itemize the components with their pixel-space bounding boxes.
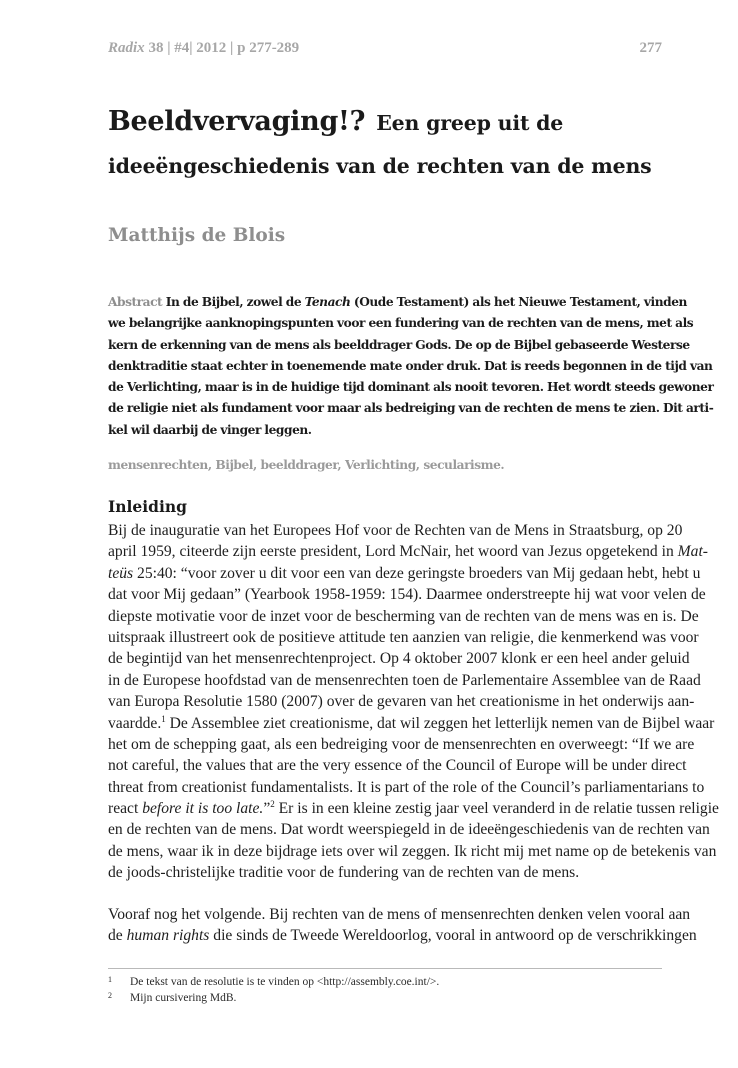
- footnote-number: 1: [108, 975, 112, 984]
- abstract: [108, 292, 714, 441]
- article-title: [108, 100, 678, 186]
- footnote-divider: [108, 968, 662, 969]
- paragraph-2: [108, 904, 697, 947]
- text-line: not careful, the values that are the very essence of the Council of Europe will be under direct: [108, 757, 687, 775]
- text-line: het om de schepping gaat, als een bedreiging voor de mensenrechten en overweegt: “If we are: [108, 735, 695, 753]
- title-subtitle-part1: Een greep uit de: [376, 111, 564, 135]
- body-text: [108, 520, 719, 946]
- footnote-ref-1[interactable]: 1: [161, 713, 166, 724]
- text-line: in de Europese hoofdstad van de mensenrechten toen de Parlementaire Assemblee van de Raad: [108, 671, 701, 689]
- footnote-text: Mijn cursivering MdB.: [130, 992, 237, 1004]
- footnote-2: [108, 990, 662, 1006]
- abstract-line: denktraditie staat echter in toenemende mate onder druk. Dat is reeds begonnen in de tijd van: [108, 358, 713, 373]
- text-line: april 1959, citeerde zijn eerste president, Lord McNair, het woord van Jezus opgetekend in Mat-: [108, 543, 708, 561]
- text-line: react before it is too late.”$^2$ Er is in een kleine zestig jaar veel veranderd in de relatie tussen religie: [108, 798, 719, 818]
- page-number: 277: [639, 40, 662, 56]
- footnote-ref-2[interactable]: 2: [270, 798, 275, 809]
- text-line: Bij de inauguratie van het Europees Hof voor de Rechten van de Mens in Straatsburg, op 20: [108, 522, 683, 539]
- journal-name: Radix 38 | #4| 2012 | p 277-289: [108, 40, 300, 56]
- text-line: van Europa Resolutie 1580 (2007) over de gevaren van het creationisme in het onderwijs aan-: [108, 693, 695, 711]
- footnote-number: 2: [108, 991, 112, 1000]
- text-line: vaardde.$^1$ De Assemblee ziet creationisme, dat wil zeggen het letterlijk nemen van de Bijbel waar: [108, 713, 715, 732]
- abstract-line: de religie niet als fundament voor maar als bedreiging van de rechten de mens te zien. Dit arti-: [108, 401, 714, 416]
- text-line: de mens, waar ik in deze bijdrage iets over wil zeggen. Ik richt mij met name op de betekenis van: [108, 842, 717, 860]
- text-line: de joods-christelijke traditie voor de fundering van de rechten van de mens.: [108, 864, 580, 882]
- footnotes: [108, 974, 662, 1006]
- paragraph-1: [108, 520, 719, 884]
- footnote-text: De tekst van de resolutie is te vinden op <http://assembly.coe.int/>.: [130, 976, 440, 988]
- section-heading: Inleiding: [108, 497, 187, 516]
- abstract-line: we belangrijke aanknopingspunten voor een fundering van de rechten van de mens, met als: [108, 316, 694, 331]
- footnote-1: [108, 974, 662, 990]
- text-line: threat from creationist fundamentalists. It is part of the role of the Council’s parliamentarians to: [108, 778, 705, 796]
- text-line: de begintijd van het mensenrechtenproject. Op 4 oktober 2007 klonk er een heel ander geluid: [108, 650, 690, 668]
- keywords: mensenrechten, Bijbel, beelddrager, Verlichting, secularisme.: [108, 458, 505, 472]
- text-line: teüs 25:40: “voor zover u dit voor een van deze geringste broeders van Mij gedaan hebt, hebt u: [108, 564, 701, 582]
- author-name: Matthijs de Blois: [108, 225, 286, 246]
- title-main: Beeldvervaging!?: [108, 106, 366, 137]
- running-head: [108, 40, 662, 62]
- text-line: de human rights die sinds de Tweede Wereldoorlog, vooral in antwoord op de verschrikkingen: [108, 927, 697, 945]
- abstract-line: kel wil daarbij de vinger leggen.: [108, 422, 312, 437]
- abstract-line: de Verlichting, maar is in de huidige tijd dominant als nooit tevoren. Het wordt steeds gewoner: [108, 380, 714, 395]
- abstract-label: Abstract: [108, 295, 163, 309]
- abstract-line: Abstract In de Bijbel, zowel de Tenach (Oude Testament) als het Nieuwe Testament, vinden: [108, 295, 687, 309]
- title-subtitle-part2: ideeëngeschiedenis van de rechten van de mens: [108, 154, 652, 178]
- text-line: uitspraak illustreert ook de positieve attitude ten aanzien van religie, die kenmerkend was voor: [108, 628, 699, 646]
- text-line: diepste motivatie voor de inzet voor de bescherming van de rechten van de mens was en is. De: [108, 607, 699, 625]
- text-line: en de rechten van de mens. Dat wordt weerspiegeld in de ideeëngeschiedenis van de rechten van: [108, 821, 710, 839]
- text-line: Vooraf nog het volgende. Bij rechten van de mens of mensenrechten denken velen vooral aan: [108, 905, 691, 923]
- paragraph-gap: [108, 884, 662, 904]
- abstract-line: kern de erkenning van de mens als beelddrager Gods. De op de Bijbel gebaseerde Westerse: [108, 337, 690, 352]
- text-line: dat voor Mij gedaan” (Yearbook 1958-1959: 154). Daarmee onderstreepte hij wat voor velen de: [108, 586, 706, 604]
